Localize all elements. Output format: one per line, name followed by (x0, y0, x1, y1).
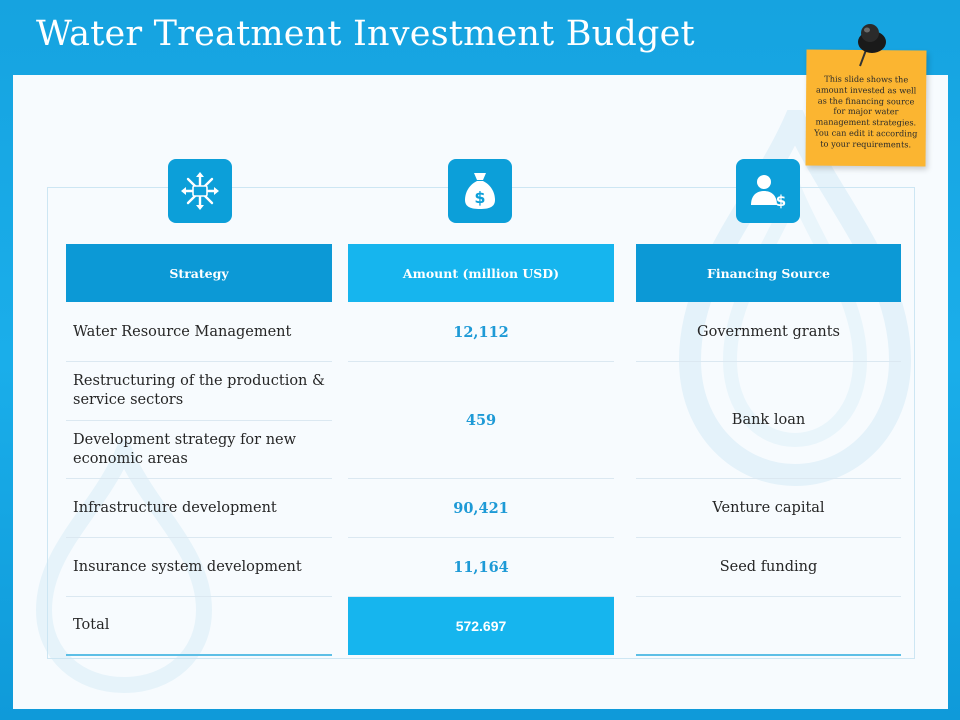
table-row-amount: 459 (348, 362, 614, 479)
slide-title: Water Treatment Investment Budget (36, 14, 695, 54)
header-strategy: Strategy (66, 244, 332, 302)
table-row-strategy: Development strategy for new economic areas (66, 421, 332, 479)
table-row-strategy: Water Resource Management (66, 304, 332, 362)
header-amount: Amount (million USD) (348, 244, 614, 302)
total-amount: 572.697 (348, 597, 614, 655)
total-underline (66, 654, 332, 656)
total-label: Total (73, 617, 110, 633)
table-row-source: Venture capital (636, 479, 901, 538)
table-row-strategy: Infrastructure development (66, 479, 332, 538)
svg-text:$: $ (474, 188, 486, 207)
total-underline (636, 654, 901, 656)
table-row-source: Government grants (636, 304, 901, 362)
header-financing-source: Financing Source (636, 244, 901, 302)
money-bag-dollar-icon (448, 159, 512, 223)
network-arrows-icon (168, 159, 232, 223)
table-row-amount: 12,112 (348, 304, 614, 362)
svg-text:$: $ (775, 192, 787, 210)
table-row-source: Bank loan (636, 362, 901, 479)
table-row-source: Seed funding (636, 538, 901, 597)
pushpin-icon (848, 20, 892, 70)
sticky-note: This slide shows the amount invested as well as the financing source for major water management strategies. You can edit it according to your requirements. (805, 49, 926, 166)
person-dollar-icon (736, 159, 800, 223)
table-row-strategy: Insurance system development (66, 538, 332, 597)
table-row-amount: 11,164 (348, 538, 614, 597)
table-row-amount: 90,421 (348, 479, 614, 538)
table-row-strategy: Restructuring of the production & service sectors (66, 362, 332, 421)
